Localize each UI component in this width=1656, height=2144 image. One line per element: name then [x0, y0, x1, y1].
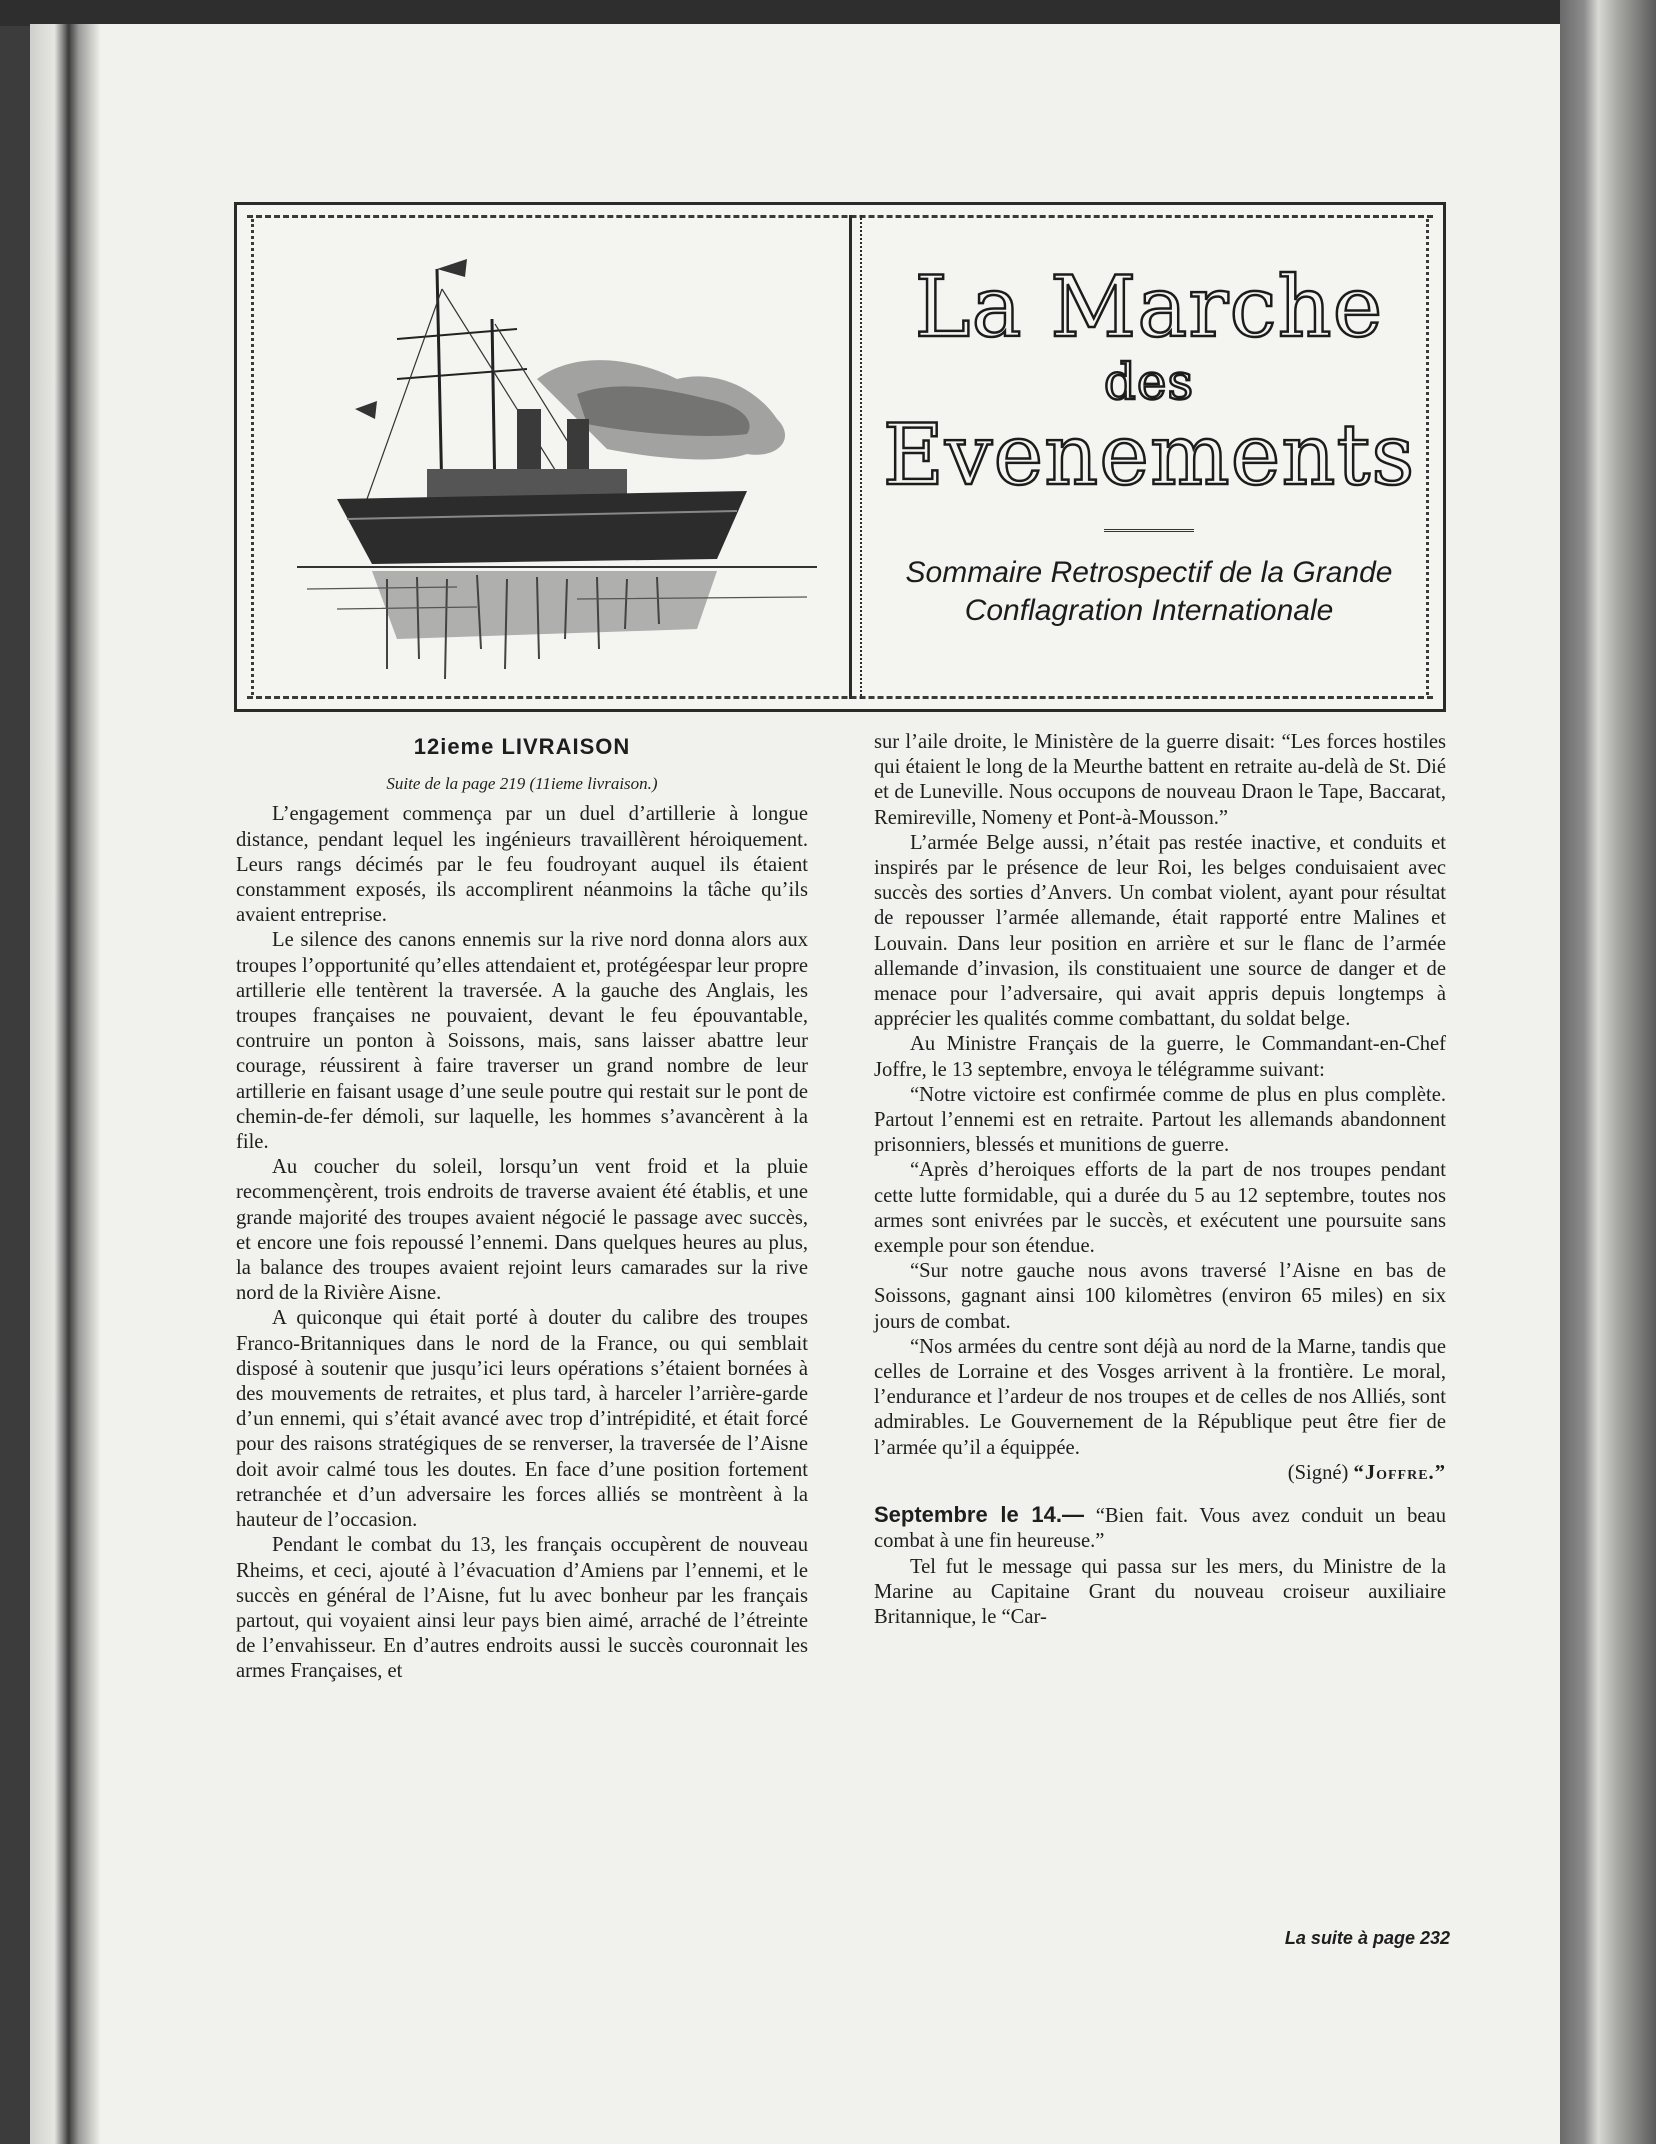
paragraph: A quiconque qui était porté à douter du calibre des troupes Franco-Britanniques dans le nord de la France, ou qui semblait disposé à soutenir que jusqu’ici leurs opérations s’étaient bornées à des mouvements de retraites, et plus tard, à harceler l’arrière-garde d’un ennemi, qui s’était avancé avec trop d’intrépidité, et était forcé pour des raisons stratégiques de se renverser, la traversée de l’Aisne doit avoir calmé tous les doutes. En face d’une position fortement retranchée et d’un adversaire les forces alliés se montrèent à la hauteur de l’occasion.: [236, 1307, 808, 1532]
banner-title-line2: des: [1103, 353, 1195, 411]
article-column-right: [874, 730, 1446, 1630]
page-gutter: [30, 24, 100, 2144]
paragraph: Au coucher du soleil, lorsqu’un vent froid et la pluie recommençèrent, trois endroits de traverse avaient été établis, et une grande majorité des troupes avaient négocié le passage avec succès, et encore une fois repoussé l’ennemi. Dans quelques heures au plus, la balance des troupes avaient rejoint leurs camarades sur la rive nord de la Rivière Aisne.: [236, 1156, 808, 1305]
paragraph: Le silence des canons ennemis sur la rive nord donna alors aux troupes l’opportunité qu’elles attendaient et, protégéespar leur propre artillerie elle tentèrent la traversée. A la gauche des Anglais, les troupes françaises ne pouvaient, devant le feu épouvantable, contruire un ponton à Soissons, mais, sans laisser abattre leur courage, réussirent à faire traverser un grand nombre de leur artillerie en faisant usage d’une seule poutre qui restait sur le pont de chemin-de-fer démoli, sur laquelle, les hommes s’avancèrent à la file.: [236, 929, 808, 1154]
date-paragraph-text: “Bien fait. Vous avez conduit un beau combat à une fin heureuse.”: [874, 1505, 1446, 1553]
paragraph: “Nos armées du centre sont déjà au nord de la Marne, tandis que celles de Lorraine et des Vosges arrivent à la frontière. Le moral, l’endurance et l’ardeur de nos troupes et de celles de nos Alliés, sont admirables. Le Gouvernement de la République peut être fier de l’armée qu’il a équippée.: [874, 1335, 1446, 1459]
paragraph: Au Ministre Français de la guerre, le Commandant-en-Chef Joffre, le 13 septembre, envoya le télégramme suivant:: [874, 1033, 1446, 1081]
header-banner: [234, 202, 1446, 712]
spacer: [874, 1486, 1446, 1502]
continued-note: La suite à page 232: [1284, 1928, 1450, 1948]
book-right-edge: [1560, 0, 1656, 2144]
paragraph: “Notre victoire est confirmée comme de plus en plus complète. Partout l’ennemi est en retraite. Partout les allemands abandonnent prisonniers, blessés et munitions de guerre.: [874, 1083, 1446, 1157]
suite-note: Suite de la page 219 (11ieme livraison.): [386, 774, 658, 794]
signature-prefix: (Signé): [1287, 1461, 1354, 1484]
banner-divider: [849, 215, 862, 699]
banner-left-border: [251, 219, 254, 695]
banner-title-line1: La Marche: [914, 258, 1384, 356]
signature-name: “Joffre.”: [1353, 1461, 1446, 1484]
article-column-left: [236, 730, 808, 1685]
article-heading: 12ieme LIVRAISON: [413, 734, 631, 759]
paragraph: Tel fut le message qui passa sur les mers, du Ministre de la Marine au Capitaine Grant du nouveau croiseur auxiliaire Britannique, le “Car-: [874, 1555, 1446, 1628]
warship-icon: [277, 229, 837, 685]
banner-subtitle-line2: Conflagration Internationale: [964, 594, 1334, 628]
banner-title-block: [869, 245, 1429, 631]
paragraph: “Sur notre gauche nous avons traversé l’Aisne en bas de Soissons, gagnant ainsi 100 kilomètres (environ 65 miles) en six jours de combat.: [874, 1260, 1446, 1333]
banner-subtitle-line1: Sommaire Retrospectif de la Grande: [905, 556, 1393, 589]
dated-paragraph: [874, 1502, 1446, 1554]
paragraph: sur l’aile droite, le Ministère de la guerre disait: “Les forces hostiles qui étaient le long de la Meurthe battent en retraite au-delà de St. Dié et de Luneville. Nous occupons de nouveau Draon le Tape, Baccarat, Remireville, Nomeny et Pont-à-Mousson.”: [874, 731, 1446, 829]
banner-subtitle: [869, 554, 1429, 631]
paragraph: L’engagement commença par un duel d’artillerie à longue distance, pendant lequel les ingénieurs travaillèrent héroiquement. Leurs rangs décimés par le feu foudroyant auquel ils étaient constamment exposés, ils accomplirent néanmoins la tâche qu’ils avaient entreprise.: [236, 803, 808, 927]
scan-top-edge: [0, 0, 1656, 26]
banner-title-line3: Evenements: [882, 406, 1416, 504]
date-heading: Septembre le 14.—: [874, 1502, 1084, 1528]
paragraph: “Après d’heroiques efforts de la part de nos troupes pendant cette lutte formidable, qui a durée du 5 au 12 septembre, toutes nos armes sont enivrées par le succès, et exécutent une poursuite sans exemple pour son étendue.: [874, 1159, 1446, 1258]
paragraph: Pendant le combat du 13, les français occupèrent de nouveau Rheims, et ceci, ajouté à l’évacuation d’Amiens par l’ennemi, et le succès en général de l’Aisne, fut lu avec bonheur par les français partout, qui voyaient ainsi leur pays bien aimé, arraché de l’étreinte de l’envahisseur. En d’autres endroits aussi le succès couronnait les armes Françaises, et: [236, 1534, 808, 1683]
banner-title-rule: [1104, 529, 1194, 532]
signature-line: [874, 1461, 1446, 1486]
paragraph: L’armée Belge aussi, n’était pas restée inactive, et conduits et inspirés par le présence de leur Roi, les belges conduisaient avec succès des sorties d’Anvers. Un combat violent, ayant pour résultat de repousser l’armée allemande, était rapporté entre Malines et Louvain. Dans leur position en arrière et sur le flanc de l’armée allemande d’invasion, ils constituaient une source de danger et de menace pour l’adversaire, qui avait appris depuis longtemps à apprécier les qualités comme combattant, du soldat belge.: [874, 831, 1446, 1031]
